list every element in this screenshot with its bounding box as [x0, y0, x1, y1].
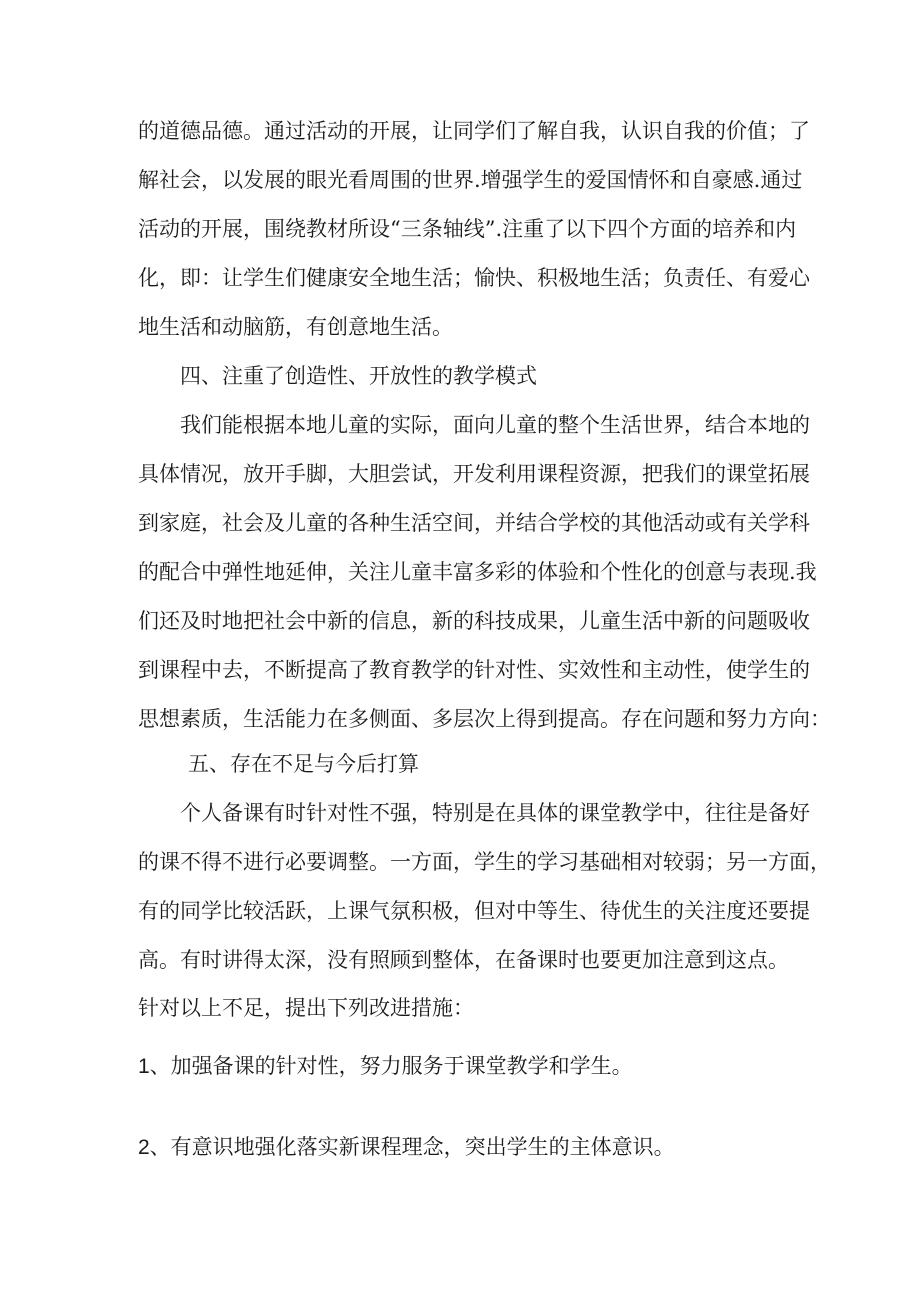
paragraph-3-line-2: 的课不得不进行必要调整。一方面，学生的学习基础相对较弱；另一方面， — [138, 850, 831, 874]
paragraph-3-line-3: 有的同学比较活跃，上课气氛积极，但对中等生、待优生的关注度还要提 — [138, 899, 810, 923]
paragraph-2-line-4: 的配合中弹性地延伸，关注儿童丰富多彩的体验和个性化的创意与表现.我 — [138, 560, 817, 584]
paragraph-3-line-4: 高。有时讲得太深，没有照顾到整体，在备课时也要更加注意到这点。 — [138, 948, 789, 972]
paragraph-3-line-1: 个人备课有时针对性不强，特别是在具体的课堂教学中，往往是备好 — [180, 801, 810, 825]
paragraph-2-line-2: 具体情况，放开手脚，大胆尝试，开发利用课程资源，把我们的课堂拓展 — [138, 462, 810, 486]
measures-intro: 针对以上不足，提出下列改进措施： — [138, 996, 474, 1020]
paragraph-2-line-7: 思想素质，生活能力在多侧面、多层次上得到提高。存在问题和努力方向： — [138, 707, 831, 731]
paragraph-2-line-6: 到课程中去，不断提高了教育教学的针对性、实效性和主动性，使学生的 — [138, 658, 810, 682]
measure-item-2: 2、有意识地强化落实新课程理念，突出学生的主体意识。 — [138, 1136, 675, 1159]
paragraph-1-line-2: 解社会，以发展的眼光看周围的世界.增强学生的爱国情怀和自豪感.通过 — [138, 168, 803, 192]
paragraph-2-line-5: 们还及时地把社会中新的信息，新的科技成果，儿童生活中新的问题吸收 — [138, 609, 810, 633]
paragraph-1-line-5: 地生活和动脑筋，有创意地生活。 — [138, 315, 453, 339]
paragraph-1-line-4: 化，即：让学生们健康安全地生活；愉快、积极地生活；负责任、有爱心 — [138, 266, 810, 290]
section-heading-4: 四、注重了创造性、开放性的教学模式 — [180, 364, 537, 388]
measure-item-1: 1、加强备课的针对性，努力服务于课堂教学和学生。 — [138, 1055, 633, 1078]
paragraph-2-line-1: 我们能根据本地儿童的实际，面向儿童的整个生活世界，结合本地的 — [180, 413, 810, 437]
paragraph-2-line-3: 到家庭，社会及儿童的各种生活空间，并结合学校的其他活动或有关学科 — [138, 511, 810, 535]
paragraph-1-line-3: 活动的开展，围绕教材所设“三条轴线”.注重了以下四个方面的培养和内 — [138, 217, 797, 241]
section-heading-5: 五、存在不足与今后打算 — [188, 752, 419, 776]
paragraph-1-line-1: 的道德品德。通过活动的开展，让同学们了解自我，认识自我的价值；了 — [138, 119, 810, 143]
